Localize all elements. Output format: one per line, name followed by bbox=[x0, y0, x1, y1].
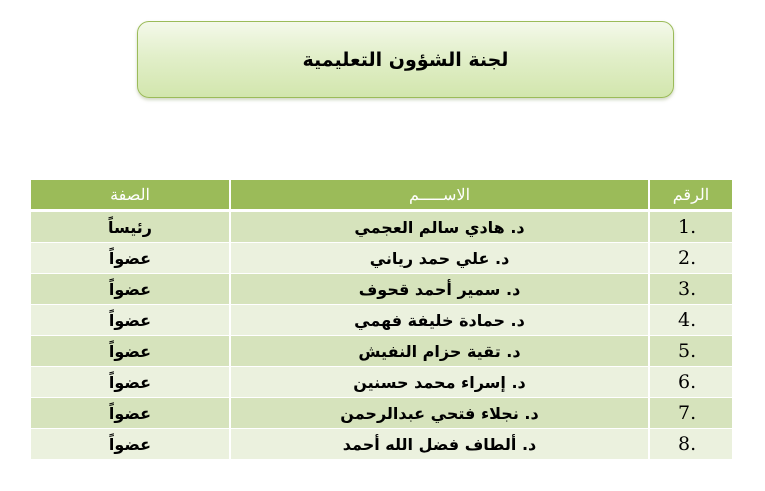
table-row bbox=[31, 305, 732, 336]
table-row bbox=[31, 367, 732, 398]
row-name: د. ألطاف فضل الله أحمد bbox=[229, 429, 648, 460]
row-number: 4. bbox=[648, 305, 732, 336]
row-role: عضواً bbox=[31, 429, 229, 460]
row-number: 3. bbox=[648, 274, 732, 305]
row-name: د. سمير أحمد قحوف bbox=[229, 274, 648, 305]
row-name: د. علي حمد رياني bbox=[229, 243, 648, 274]
table-row bbox=[31, 398, 732, 429]
row-role: عضواً bbox=[31, 305, 229, 336]
row-number: 7. bbox=[648, 398, 732, 429]
row-role: رئيساً bbox=[31, 212, 229, 243]
page-title: لجنة الشؤون التعليمية bbox=[302, 48, 509, 71]
table-row bbox=[31, 429, 732, 460]
row-name: د. إسراء محمد حسنين bbox=[229, 367, 648, 398]
row-name: د. نجلاء فتحي عبدالرحمن bbox=[229, 398, 648, 429]
row-number: 1. bbox=[648, 212, 732, 243]
row-name: د. تقية حزام النفيش bbox=[229, 336, 648, 367]
header-role: الصفة bbox=[31, 180, 229, 212]
table-row bbox=[31, 336, 732, 367]
row-role: عضواً bbox=[31, 243, 229, 274]
row-number: 8. bbox=[648, 429, 732, 460]
row-role: عضواً bbox=[31, 367, 229, 398]
row-role: عضواً bbox=[31, 274, 229, 305]
row-number: 5. bbox=[648, 336, 732, 367]
table-header-row bbox=[31, 180, 732, 212]
header-name: الاســـــم bbox=[229, 180, 648, 212]
header-number: الرقم bbox=[648, 180, 732, 212]
row-number: 2. bbox=[648, 243, 732, 274]
table-row bbox=[31, 274, 732, 305]
title-banner bbox=[137, 21, 674, 98]
table-row bbox=[31, 243, 732, 274]
members-table bbox=[31, 180, 732, 460]
row-name: د. حمادة خليفة فهمي bbox=[229, 305, 648, 336]
row-role: عضواً bbox=[31, 398, 229, 429]
table-row bbox=[31, 212, 732, 243]
row-number: 6. bbox=[648, 367, 732, 398]
row-name: د. هادي سالم العجمي bbox=[229, 212, 648, 243]
row-role: عضواً bbox=[31, 336, 229, 367]
